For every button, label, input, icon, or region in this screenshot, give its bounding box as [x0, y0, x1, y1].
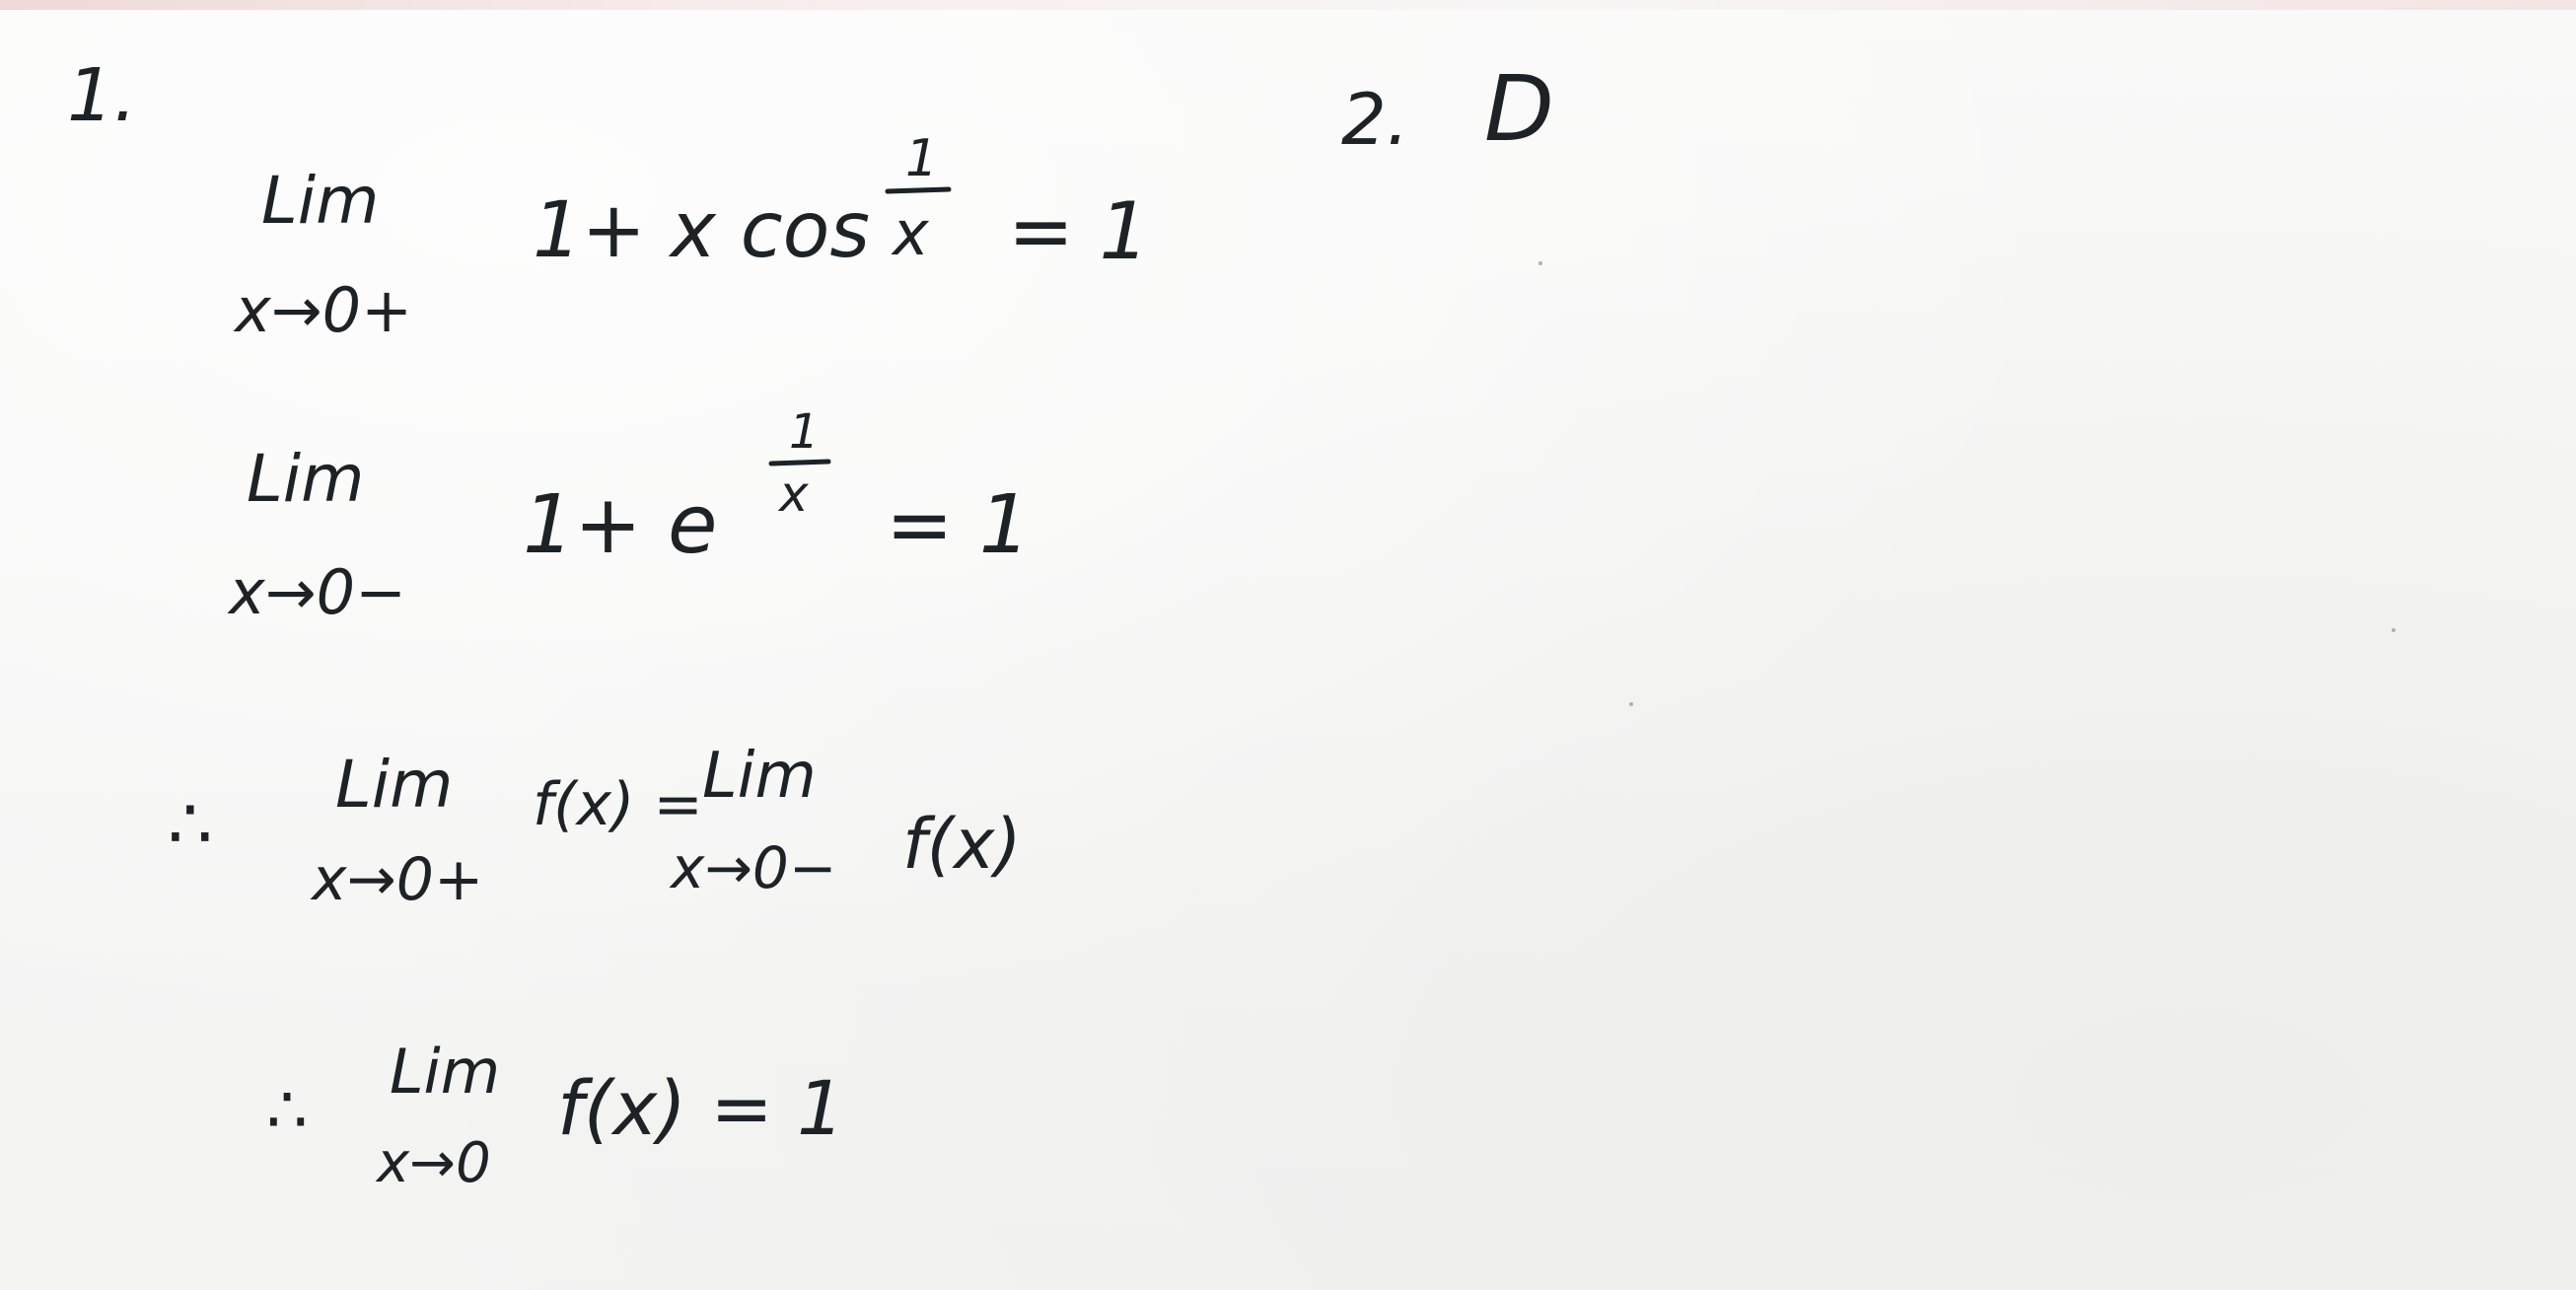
limit-left-exponent-denominator: x	[779, 466, 809, 523]
limit-left-expression: 1+ e	[523, 478, 718, 572]
limit-left-result: = 1	[886, 478, 1031, 572]
limit-left-exponent-bar	[771, 462, 828, 464]
limits-equal-lim-b: Lim	[702, 740, 817, 813]
limit-right-subscript: x→0+	[235, 274, 413, 346]
limit-right-lim: Lim	[261, 163, 380, 239]
problem-2-answer: D	[1484, 56, 1554, 162]
limit-right-fraction-bar	[888, 189, 949, 191]
limits-equal-function-a: f(x) =	[533, 770, 703, 839]
limits-equal-subscript-b: x→0−	[671, 834, 837, 901]
limit-right-expression: 1+ x cos	[533, 186, 870, 275]
problem-2-answer-line	[1341, 56, 1554, 162]
conclusion-subscript: x→0	[377, 1131, 491, 1195]
conclusion-lim: Lim	[390, 1036, 501, 1108]
problem-2-number: 2.	[1341, 78, 1409, 161]
limit-right-line	[233, 129, 1149, 346]
limits-equal-lim-a: Lim	[335, 747, 454, 823]
therefore-symbol: ∴	[168, 782, 213, 865]
limit-left-lim: Lim	[247, 441, 365, 517]
limits-equal-line	[168, 740, 1022, 914]
conclusion-expression: f(x) = 1	[557, 1064, 845, 1152]
limit-right-fraction-denominator: x	[893, 197, 929, 269]
conclusion-therefore-symbol: ∴	[266, 1072, 308, 1148]
limit-left-subscript: x→0−	[229, 556, 407, 628]
limits-equal-subscript-a: x→0+	[312, 845, 484, 914]
limit-right-result: = 1	[1008, 185, 1150, 277]
limits-equal-function-b: f(x)	[902, 804, 1022, 885]
conclusion-line	[266, 1036, 844, 1195]
problem-1-number: 1.	[67, 53, 137, 138]
limit-right-fraction-numerator: 1	[905, 129, 939, 188]
limit-left-line	[227, 404, 1031, 628]
limit-left-exponent-numerator: 1	[789, 404, 820, 460]
